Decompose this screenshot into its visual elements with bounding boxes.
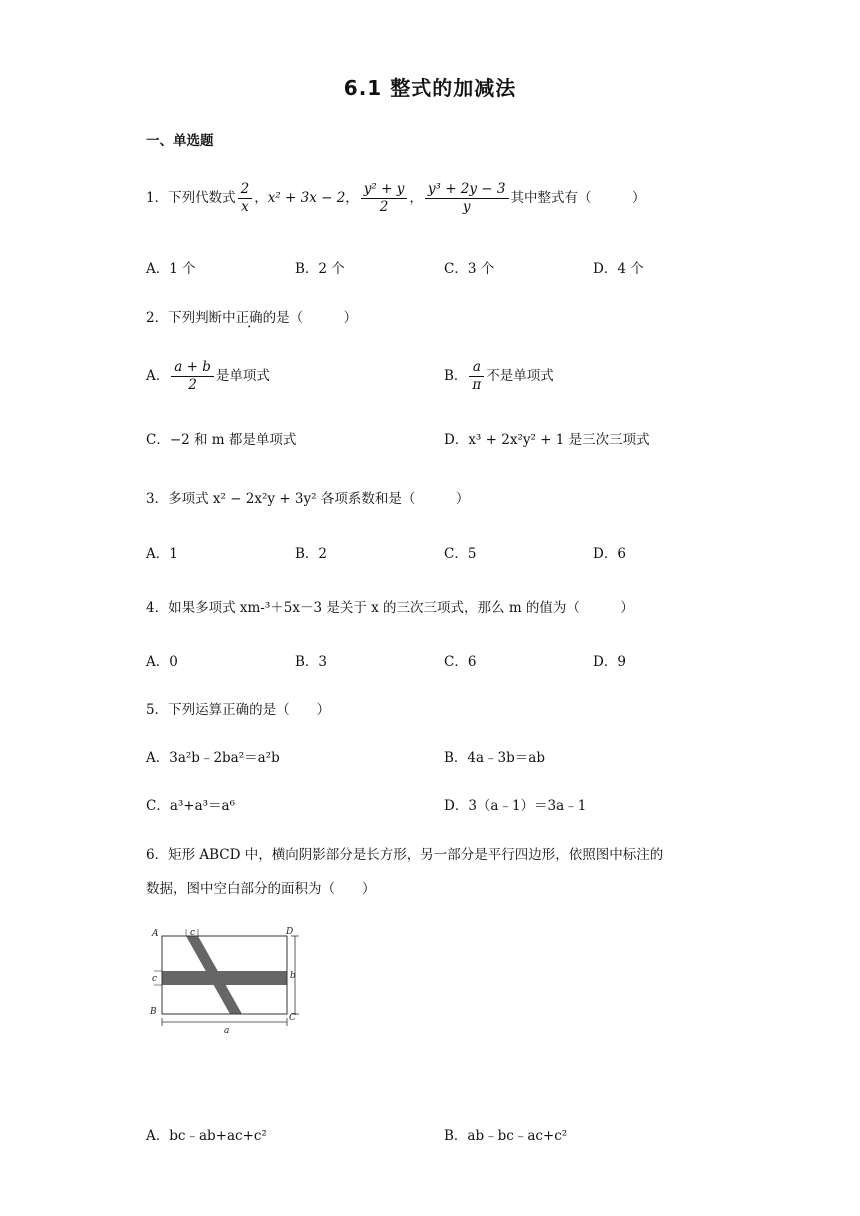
q4-option-d: D．9: [593, 654, 626, 670]
q2-option-c: C．−2 和 m 都是单项式: [146, 432, 297, 448]
label-c-top: c: [190, 928, 196, 938]
rectangle-figure: [146, 924, 316, 1036]
q1-fraction-4: [425, 182, 509, 215]
q1-prefix: 1．下列代数式: [146, 190, 236, 206]
label-D: D: [286, 927, 294, 937]
question-3: 3．多项式 x² − 2x²y + 3y² 各项系数和是（ ）: [146, 491, 470, 507]
q1-f3-num: y² + y: [361, 182, 408, 199]
q1-fraction-1: [238, 182, 253, 215]
q5-option-a: A．3a²b﹣2ba²＝a²b: [146, 750, 280, 766]
q2-emphasis: 正确: [235, 310, 263, 326]
q2-b-den: π: [472, 377, 482, 393]
q6-option-b: B．ab﹣bc﹣ac+c²: [444, 1128, 568, 1144]
q1-f1-den: x: [241, 199, 249, 215]
q2-prefix: 2．下列判断中: [146, 310, 236, 326]
q1-sep3: ，: [409, 190, 423, 206]
q1-fraction-3: [361, 182, 408, 215]
label-A: A: [152, 929, 159, 939]
section-heading: 一、单选题: [146, 133, 214, 149]
q2-suffix: 的是（ ）: [262, 310, 358, 326]
q1-option-a: A．1 个: [146, 261, 196, 277]
q3-option-a: A．1: [146, 546, 178, 562]
q1-suffix: 其中整式有（ ）: [510, 190, 646, 206]
q5-option-c: C．a³+a³＝a⁶: [146, 798, 236, 814]
q1-f3-den: 2: [379, 199, 389, 215]
q2-a-fraction: [171, 360, 214, 393]
q2-a-label: A．: [146, 368, 170, 384]
q2-b-text: 不是单项式: [486, 368, 554, 384]
q3-option-b: B．2: [295, 546, 328, 562]
label-c-left: c: [152, 974, 158, 984]
page-title: 6.1 整式的加减法: [343, 76, 517, 100]
label-b: b: [290, 971, 296, 981]
q2-a-text: 是单项式: [215, 368, 270, 384]
q2-b-fraction: [469, 360, 484, 393]
q5-option-b: B．4a﹣3b＝ab: [444, 750, 545, 766]
q5-option-d: D．3（a﹣1）＝3a﹣1: [444, 798, 587, 814]
label-B: B: [150, 1007, 157, 1017]
q1-f1-num: 2: [238, 182, 253, 199]
q2-option-d: D．x³ + 2x²y² + 1 是三次三项式: [444, 432, 650, 448]
q3-option-d: D．6: [593, 546, 626, 562]
q2-option-b: [444, 360, 554, 393]
q6-option-a: A．bc﹣ab+ac+c²: [146, 1128, 267, 1144]
q2-b-num: a: [469, 360, 484, 377]
label-C: C: [289, 1013, 296, 1023]
question-4: 4．如果多项式 xm-³＋5x－3 是关于 x 的三次三项式，那么 m 的值为（ ）: [146, 600, 634, 616]
q1-sep1: ，: [254, 190, 268, 206]
question-5: 5．下列运算正确的是（ ）: [146, 702, 331, 718]
q1-expr-2: x² + 3x − 2: [267, 190, 346, 206]
q1-option-d: D．4 个: [593, 261, 644, 277]
q1-option-b: B．2 个: [295, 261, 345, 277]
q2-a-num: a + b: [171, 360, 214, 377]
horizontal-band: [162, 971, 287, 985]
question-2: [146, 306, 357, 326]
q2-a-den: 2: [188, 377, 197, 393]
question-6-line-2: 数据，图中空白部分的面积为（ ）: [146, 881, 376, 897]
q4-option-b: B．3: [295, 654, 328, 670]
q3-option-c: C．5: [444, 546, 477, 562]
q1-f4-num: y³ + 2y − 3: [425, 182, 509, 199]
q1-sep2: ，: [345, 190, 359, 206]
q2-option-a: [146, 360, 270, 393]
label-a: a: [224, 1026, 230, 1036]
q2-b-label: B．: [444, 368, 468, 384]
q4-option-a: A．0: [146, 654, 178, 670]
q1-f4-den: y: [462, 199, 471, 215]
q4-option-c: C．6: [444, 654, 477, 670]
q1-option-c: C．3 个: [444, 261, 495, 277]
question-6-line-1: 6．矩形 ABCD 中，横向阴影部分是长方形，另一部分是平行四边形，依照图中标注的: [146, 847, 664, 863]
question-1: [146, 182, 646, 215]
